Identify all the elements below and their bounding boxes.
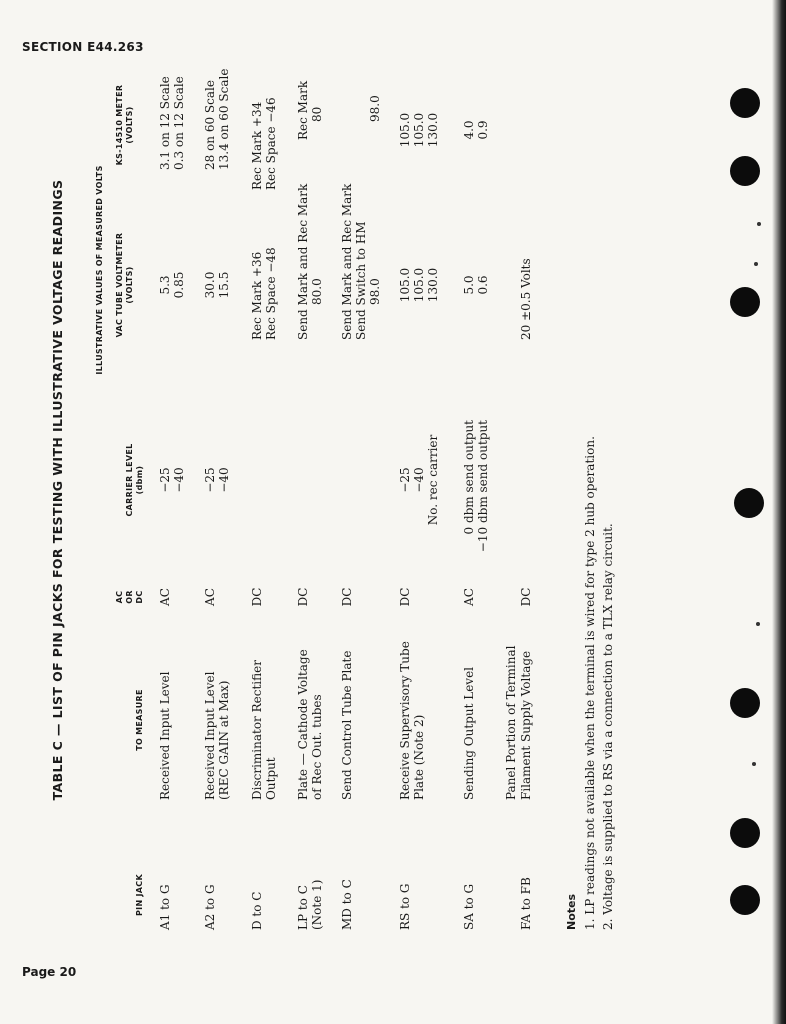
cell-carrier: 0 dbm send output <box>462 420 476 535</box>
note-item: 1. LP readings not available when the terminal is wired for type 2 hub operation. <box>583 436 597 930</box>
cell-vac: 98.0 <box>368 278 382 305</box>
cell-carrier: −25 <box>203 467 217 493</box>
cell-vac: 80.0 <box>310 278 324 305</box>
cell-measure: Receive Supervisory Tube <box>398 641 412 800</box>
col-header-ac-or-dc <box>115 582 145 612</box>
col-header-vac-tube <box>115 215 135 355</box>
header-ks-meter-label: KS-14510 METER <box>115 84 124 166</box>
cell-measure: Send Control Tube Plate <box>340 650 354 800</box>
cell-measure: Discriminator Rectifier <box>250 660 264 800</box>
cell-measure: Panel Portion of Terminal <box>504 645 518 800</box>
cell-measure: Received Input Level <box>158 671 172 800</box>
cell-measure: Output <box>264 757 278 800</box>
col-header-to-measure: TO MEASURE <box>135 689 144 751</box>
cell-acdc: DC <box>250 587 264 607</box>
cell-measure: Received Input Level <box>203 671 217 800</box>
table-row <box>158 50 198 930</box>
cell-acdc: DC <box>519 587 533 607</box>
table-row <box>398 50 448 930</box>
cell-carrier: −10 dbm send output <box>476 420 490 553</box>
header-vac-tube-label: VAC TUBE VOLTMETER <box>115 232 124 338</box>
cell-carrier: No. rec carrier <box>426 434 440 526</box>
cell-vac: 5.0 <box>462 275 476 295</box>
col-header-pin-jack: PIN JACK <box>135 874 144 916</box>
cell-pin: FA to FB <box>519 877 533 930</box>
cell-measure: of Rec Out. tubes <box>310 694 324 800</box>
cell-vac: 20 ±0.5 Volts <box>519 258 533 340</box>
cell-measure: Sending Output Level <box>462 666 476 800</box>
table-title: TABLE C — LIST OF PIN JACKS FOR TESTING WITH ILLUSTRATIVE VOLTAGE READINGS <box>50 179 65 801</box>
cell-vac: Send Mark and Rec Mark <box>340 183 354 340</box>
cell-pin: SA to G <box>462 883 476 930</box>
cell-measure: (REC GAIN at Max) <box>217 680 231 800</box>
cell-vac: 0.6 <box>476 275 490 295</box>
cell-vac: 5.3 <box>158 275 172 295</box>
cell-vac: 130.0 <box>426 267 440 303</box>
header-carrier-level-unit: (dbm) <box>135 465 144 495</box>
header-or: OR <box>125 590 134 604</box>
cell-carrier: −40 <box>172 467 186 493</box>
cell-vac: 105.0 <box>398 267 412 303</box>
cell-pin: MD to C <box>340 879 354 930</box>
cell-measure: Plate (Note 2) <box>412 714 426 800</box>
cell-ks: 80 <box>310 106 324 122</box>
table-row <box>203 50 243 930</box>
notes-heading: Notes <box>565 893 578 930</box>
table-row <box>340 50 390 930</box>
cell-ks: Rec Mark +34 <box>250 101 264 190</box>
cell-pin: LP to C <box>296 885 310 930</box>
cell-ks: 3.1 on 12 Scale <box>158 76 172 170</box>
cell-pin: (Note 1) <box>310 879 324 930</box>
cell-pin: D to C <box>250 891 264 930</box>
cell-vac: Rec Mark +36 <box>250 251 264 340</box>
cell-vac: Send Mark and Rec Mark <box>296 183 310 340</box>
cell-ks: 0.3 on 12 Scale <box>172 76 186 170</box>
cell-acdc: DC <box>296 587 310 607</box>
cell-acdc: AC <box>158 588 172 606</box>
cell-ks: 130.0 <box>426 112 440 148</box>
header-dc: DC <box>135 590 144 604</box>
table-row <box>296 50 336 930</box>
cell-ks: 98.0 <box>368 95 382 122</box>
cell-pin: A2 to G <box>203 884 217 930</box>
cell-ks: 0.9 <box>476 120 490 140</box>
header-carrier-level-label: CARRIER LEVEL <box>125 443 134 517</box>
cell-carrier: −40 <box>412 467 426 493</box>
cell-vac: Send Switch to HM <box>354 221 368 340</box>
cell-ks: 105.0 <box>398 112 412 148</box>
cell-measure: Plate — Cathode Voltage <box>296 649 310 800</box>
page-number: Page 20 <box>22 965 77 979</box>
header-vac-tube-unit: (VOLTS) <box>125 266 134 304</box>
cell-ks: Rec Space −46 <box>264 97 278 190</box>
cell-measure: Filament Supply Voltage <box>519 650 533 800</box>
cell-carrier: −25 <box>158 467 172 493</box>
cell-acdc: AC <box>462 588 476 606</box>
cell-acdc: DC <box>398 587 412 607</box>
cell-ks: 105.0 <box>412 112 426 148</box>
cell-acdc: AC <box>203 588 217 606</box>
cell-vac: 30.0 <box>203 271 217 299</box>
cell-acdc: DC <box>340 587 354 607</box>
cell-vac: Rec Space −48 <box>264 247 278 340</box>
col-header-illustrative: ILLUSTRATIVE VALUES OF MEASURED VOLTS <box>95 165 104 375</box>
rotated-notes-block <box>565 50 786 930</box>
note-item: 2. Voltage is supplied to RS via a connection to a TLX relay circuit. <box>601 523 615 930</box>
col-header-ks-meter <box>115 65 135 185</box>
table-row <box>250 50 290 930</box>
cell-carrier: −40 <box>217 467 231 493</box>
cell-vac: 0.85 <box>172 271 186 299</box>
cell-carrier: −25 <box>398 467 412 493</box>
cell-ks: 28 on 60 Scale <box>203 80 217 170</box>
header-ac: AC <box>115 590 124 604</box>
cell-ks: 4.0 <box>462 120 476 140</box>
cell-pin: A1 to G <box>158 884 172 930</box>
cell-ks: Rec Mark <box>296 80 310 140</box>
cell-vac: 15.5 <box>217 271 231 299</box>
header-ks-meter-unit: (VOLTS) <box>125 106 134 144</box>
section-header: SECTION E44.263 <box>22 40 144 54</box>
cell-pin: RS to G <box>398 883 412 930</box>
col-header-carrier-level <box>125 420 145 540</box>
cell-vac: 105.0 <box>412 267 426 303</box>
cell-ks: 13.4 on 60 Scale <box>217 68 231 170</box>
